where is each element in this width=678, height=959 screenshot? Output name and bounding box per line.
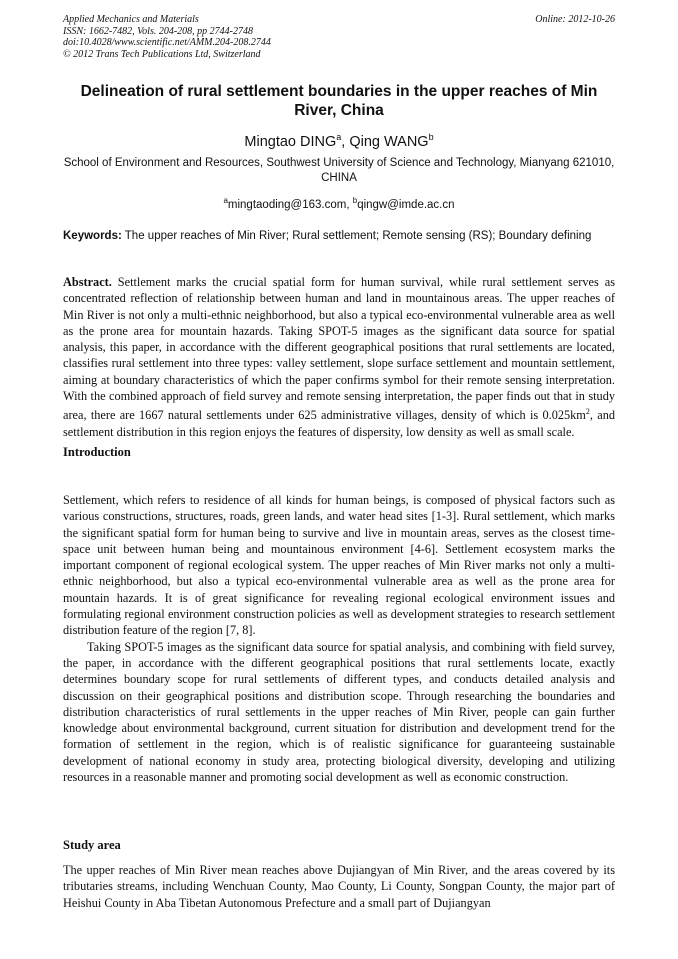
affiliation: School of Environment and Resources, Southwest University of Science and Technology, Mianyang 621010, CHINA — [63, 157, 615, 184]
abstract-text: Settlement marks the crucial spatial form for human survival, while rural settlement serves as concentrated reflection of relationship between human and land in mountainous areas. The upper reaches of Min River is not only a multi-ethnic neighborhood, but also a typical eco-environmental vulnerable area as well as the prone area for mountain hazards. Taking SPOT-5 images as the significant data source for spatial analysis, this paper, in accordance with the different geographical positions that rural settlements are located, classifies rural settlement into three types: valley settlement, slope surface settlement and mountain settlement, aiming at boundary characteristics of which the paper confirms symbol for their remote sensing interpretation. With the combined approach of field survey and remote sensing interpretation, the paper finds out that in study area, there are 1667 natural settlements under 625 administrative villages, density of which is 0.025km — [63, 275, 615, 423]
email-superscript: a — [223, 196, 228, 205]
paper-title: Delineation of rural settlement boundaries in the upper reaches of Min River, China — [80, 83, 598, 119]
email-address: mingtaoding@163.com — [227, 198, 347, 211]
section-heading-introduction: Introduction — [63, 445, 131, 459]
abstract-text-end: , and settlement distribution in this region enjoys the features of dispersity, low density as well as small scale. — [63, 408, 616, 439]
keywords-block — [63, 229, 615, 244]
journal-header — [63, 14, 615, 60]
paragraph: Settlement, which refers to residence of all kinds for human beings, is composed of physical factors such as various constructions, structures, roads, green lands, and water head sites [1-3]. Rural settlement, which marks the significant spatial form for human being to survive and live in mountain areas, serves as the closest time-space unit between human being and mountainous environment [4-6]. Settlement ecosystem marks the important component of regional ecological system. The upper reaches of Min River marks not only a multi-ethnic neighborhood, but also a typical eco-environmental vulnerable area as well as the prone area for mountain hazards. It is of great significance for revealing regional ecological environment issues and formulating regional environment construction policies as well as development strategies to research settlement distribution feature of the region [7, 8]. — [63, 493, 615, 638]
author-superscript: a — [336, 132, 342, 142]
author-separator: , — [341, 133, 350, 150]
email-separator: , — [346, 198, 353, 211]
author-name: Qing WANG — [349, 133, 429, 150]
doi-line: doi:10.4028/www.scientific.net/AMM.204-208.2744 — [63, 37, 271, 48]
keywords-text: The upper reaches of Min River; Rural settlement; Remote sensing (RS); Boundary defining — [121, 230, 592, 242]
email-line — [63, 194, 615, 212]
paragraph: Taking SPOT-5 images as the significant data source for spatial analysis, and combining with field survey, the paper, in accordance with the different geographical positions that rural settlements locate, exactly determines boundary scope for rural settlements of different types, and conducts detailed analysis and discussion on their geographical positions and distribution scope. Through researching the boundaries and distribution characteristics of rural settlements in the upper reaches of Min River, people can gain further knowledge about environmental background, current situation for distribution and development trend for the formation of settlement in the region, which is of realistic significance for guaranteeing sustainable development of national economy in study area, protecting biological diversity, developing and utilizing resources in a reasonable manner and promoting social development as well as economic construction. — [63, 639, 615, 785]
keywords-label: Keywords: — [63, 230, 122, 242]
email-address: qingw@imde.ac.cn — [357, 198, 455, 211]
issn-line: ISSN: 1662-7482, Vols. 204-208, pp 2744-2748 — [63, 25, 253, 37]
paragraph: The upper reaches of Min River mean reaches above Dujiangyan of Min River, and the areas covered by its tributaries streams, including Wenchuan County, Mao County, Li County, Songpan County, the major part of Heishui County in Aba Tibetan Autonomous Prefecture and a small part of Dujiangyan — [63, 863, 615, 910]
abstract-label: Abstract. — [63, 275, 112, 289]
author-line — [63, 128, 615, 151]
online-date: Online: 2012-10-26 — [535, 14, 615, 25]
study-area-body — [63, 862, 615, 911]
copyright-line: © 2012 Trans Tech Publications Ltd, Switzerland — [63, 48, 261, 60]
email-superscript: b — [352, 196, 358, 205]
author-name: Mingtao DING — [244, 133, 337, 150]
section-heading-study-area: Study area — [63, 838, 121, 852]
journal-name: Applied Mechanics and Materials — [63, 14, 199, 25]
introduction-body — [63, 492, 615, 785]
abstract-block — [63, 274, 615, 440]
abstract-superscript: 2 — [585, 407, 590, 417]
author-superscript: b — [428, 132, 434, 142]
